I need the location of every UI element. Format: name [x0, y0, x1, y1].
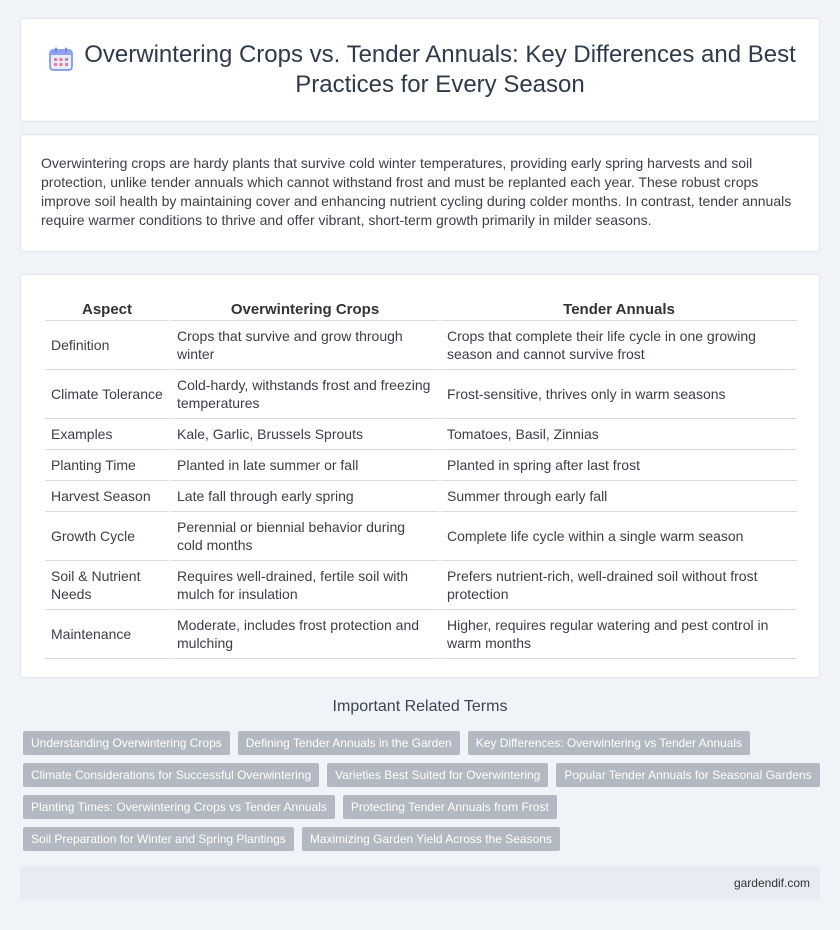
- related-term-chip[interactable]: Maximizing Garden Yield Across the Seasons: [302, 827, 560, 851]
- related-terms-row: [23, 731, 823, 755]
- related-term-chip[interactable]: Climate Considerations for Successful Overwintering: [23, 763, 319, 787]
- related-term-chip[interactable]: Planting Times: Overwintering Crops vs Tender Annuals: [23, 795, 335, 819]
- table-row: [45, 321, 797, 370]
- footer-domain: gardendif.com: [733, 876, 810, 890]
- page-title: Overwintering Crops vs. Tender Annuals: Key Differences and Best Practices for Every Season: [84, 41, 796, 98]
- table-row: [45, 419, 797, 450]
- table-row: [45, 450, 797, 481]
- table-row: [45, 370, 797, 419]
- comparison-table: [43, 297, 799, 659]
- table-cell: Perennial or biennial behavior during cold months: [171, 512, 439, 561]
- table-cell: Higher, requires regular watering and pest control in warm months: [441, 610, 797, 659]
- intro-paragraph: Overwintering crops are hardy plants that survive cold winter temperatures, providing early spring harvests and soil protection, unlike tender annuals which cannot withstand frost and must be replanted each year. These robust crops improve soil health by maintaining cover and enhancing nutrient cycling during colder months. In contrast, tender annuals require warmer conditions to thrive and offer vibrant, short-term growth primarily in milder seasons.: [41, 155, 792, 228]
- comparison-table-card: [20, 274, 820, 678]
- table-cell: Tomatoes, Basil, Zinnias: [441, 419, 797, 450]
- table-cell: Late fall through early spring: [171, 481, 439, 512]
- table-cell: Prefers nutrient-rich, well-drained soil without frost protection: [441, 561, 797, 610]
- related-term-chip[interactable]: Defining Tender Annuals in the Garden: [238, 731, 460, 755]
- related-term-chip[interactable]: Soil Preparation for Winter and Spring Plantings: [23, 827, 294, 851]
- table-cell: Cold-hardy, withstands frost and freezing temperatures: [171, 370, 439, 419]
- related-term-chip[interactable]: Popular Tender Annuals for Seasonal Gardens: [556, 763, 819, 787]
- intro-card: [20, 134, 820, 252]
- column-header: Aspect: [45, 297, 169, 321]
- table-cell: Frost-sensitive, thrives only in warm seasons: [441, 370, 797, 419]
- table-cell: Planted in late summer or fall: [171, 450, 439, 481]
- header-card: [20, 18, 820, 122]
- table-header-row: [45, 297, 797, 321]
- footer-bar: [20, 866, 820, 900]
- table-cell: Complete life cycle within a single warm season: [441, 512, 797, 561]
- table-cell: Kale, Garlic, Brussels Sprouts: [171, 419, 439, 450]
- table-cell: Soil & Nutrient Needs: [45, 561, 169, 610]
- related-terms-list: [23, 731, 823, 859]
- table-cell: Moderate, includes frost protection and mulching: [171, 610, 439, 659]
- table-cell: Definition: [45, 321, 169, 370]
- related-terms-row: [23, 763, 823, 787]
- table-cell: Crops that complete their life cycle in one growing season and cannot survive frost: [441, 321, 797, 370]
- table-row: [45, 512, 797, 561]
- related-terms-title: Important Related Terms: [332, 698, 508, 715]
- table-cell: Summer through early fall: [441, 481, 797, 512]
- table-row: [45, 610, 797, 659]
- related-term-chip[interactable]: Understanding Overwintering Crops: [23, 731, 230, 755]
- related-term-chip[interactable]: Key Differences: Overwintering vs Tender Annuals: [468, 731, 750, 755]
- table-cell: Maintenance: [45, 610, 169, 659]
- table-cell: Crops that survive and grow through winter: [171, 321, 439, 370]
- table-cell: Requires well-drained, fertile soil with mulch for insulation: [171, 561, 439, 610]
- column-header: Tender Annuals: [441, 297, 797, 321]
- related-term-chip[interactable]: Protecting Tender Annuals from Frost: [343, 795, 557, 819]
- table-cell: Planting Time: [45, 450, 169, 481]
- table-cell: Harvest Season: [45, 481, 169, 512]
- table-row: [45, 561, 797, 610]
- table-cell: Planted in spring after last frost: [441, 450, 797, 481]
- related-terms-row: [23, 795, 823, 819]
- table-cell: Climate Tolerance: [45, 370, 169, 419]
- related-terms-row: [23, 827, 823, 851]
- related-term-chip[interactable]: Varieties Best Suited for Overwintering: [327, 763, 548, 787]
- calendar-icon: [49, 47, 73, 71]
- table-cell: Examples: [45, 419, 169, 450]
- table-row: [45, 481, 797, 512]
- table-cell: Growth Cycle: [45, 512, 169, 561]
- column-header: Overwintering Crops: [171, 297, 439, 321]
